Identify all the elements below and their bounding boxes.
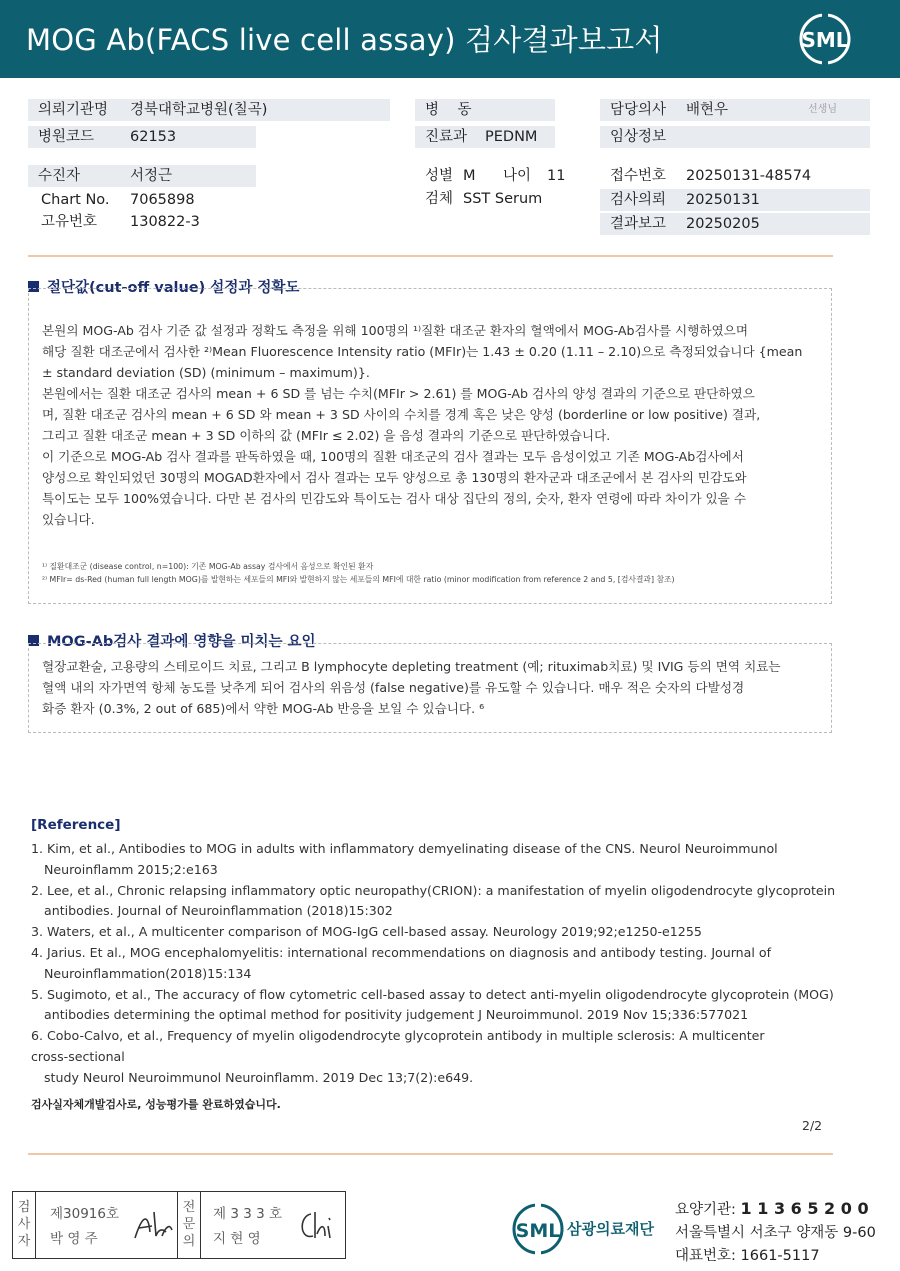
sml-footer-logo-icon [510,1201,566,1257]
body-line: 본원에서는 질환 대조군 검사의 mean + 6 SD 를 넘는 수치(MFIr > 2.61) 를 MOG-Ab 검사의 양성 결과의 기준으로 판단하였으 [42,386,755,401]
sex-age-row [415,165,585,187]
department-label: 진료과 [425,129,468,145]
specimen-row [415,188,585,210]
role1-license: 제30916호 [50,1206,120,1222]
request-value: 20250131 [686,192,760,208]
org-phone-value: 1661-5117 [740,1248,820,1264]
clinical-label: 임상정보 [610,129,667,145]
patient-label: 수진자 [38,168,81,184]
reference-line: Neuroinflamm 2015;2:e163 [44,861,218,877]
reference-line: 2. Lee, et al., Chronic relapsing inflammatory optic neuropathy(CRION): a manifestation of myelin oligodendrocyte glycoprotein [31,882,836,898]
org-code-value: 1 1 3 6 5 2 0 0 [740,1199,869,1218]
reference-line: 4. Jarius. Et al., MOG encephalomyelitis: international recommendations on diagnosis and antibody testing. Journal of [31,944,772,960]
report-date-row [600,213,870,235]
handwritten-signature-icon [295,1206,337,1246]
request-label: 검사의뢰 [610,192,667,208]
footnote-2: ²⁾ MFIr= ds-Red (human full length MOG)를 발현하는 세포들의 MFI와 발현하지 않는 세포들의 MFI에 대한 ratio (minor modification from reference 2 and 5, [검사결과] 참조) [42,575,675,584]
reference-line: antibodies determining the optimal method for positivity judgement J Neuroimmunol. 2019 Nov 15;336:577021 [44,1007,749,1023]
age-value: 11 [547,168,566,184]
chart-row [28,189,256,211]
section-cutoff-title-text: 절단값(cut-off value) 설정과 정확도 [47,280,300,296]
reference-line: antibodies. Journal of Neuroinflammation (2018)15:302 [44,903,393,919]
sml-logo-icon [798,12,852,66]
department-row [415,126,555,148]
section-cutoff-body [42,320,817,530]
doctor-suffix: 선생님 [808,104,837,115]
report-title: MOG Ab(FACS live cell assay) 검사결과보고서 [26,23,663,57]
handwritten-signature-icon [132,1206,174,1246]
patient-row [28,165,256,187]
reference-line: study Neurol Neuroimmunol Neuroinflamm. 2019 Dec 13;7(2):e649. [44,1069,474,1085]
receipt-label: 접수번호 [610,168,667,184]
reference-title: [Reference] [31,817,121,833]
divider [28,1153,833,1155]
sex-label: 성별 [425,168,454,184]
page-number: 2/2 [802,1118,823,1133]
signature-role2-cell [178,1192,201,1258]
reference-list [31,839,836,1089]
body-line: 해당 질환 대조군에서 검사한 ²⁾Mean Fluorescence Intensity ratio (MFIr)는 1.43 ± 0.20 (1.11 – 2.10)으로 측정되었습니다 {mean [42,344,803,359]
role2-license: 제 3 3 3 호 [213,1206,283,1222]
body-line: ± standard deviation (SD) (minimum – maximum)}. [42,365,370,380]
hospital-code-label: 병원코드 [38,129,95,145]
signature-person1-cell [36,1192,178,1258]
signature-person2-cell [201,1192,343,1258]
org-code-label: 요양기관: [675,1202,736,1218]
ward-label: 병 동 [425,102,472,118]
role2-name: 지 현 영 [213,1231,261,1247]
report-date-label: 결과보고 [610,216,667,232]
report-header [0,0,900,78]
doctor-label: 담당의사 [610,102,667,118]
org-address: 서울특별시 서초구 양재동 9-60 [675,1225,876,1241]
body-line: 양성으로 확인되었던 30명의 MOGAD환자에서 검사 결과는 모두 양성으로 총 130명의 환자군과 대조군에서 본 검사의 민감도와 [42,470,747,485]
divider [28,255,833,257]
hospital-code-value: 62153 [130,129,177,145]
reference-line: Neuroinflammation(2018)15:134 [44,965,252,981]
reference-line: 6. Cobo-Calvo, et al., Frequency of myelin oligodendrocyte glycoprotein antibody in multiple sclerosis: A multicenter [31,1028,765,1044]
ward-row [415,99,555,121]
role1-char: 검 [17,1200,31,1215]
reference-line: 1. Kim, et al., Antibodies to MOG in adults with inflammatory demyelinating disease of the CNS. Neurol Neuroimmunol [31,841,778,856]
hospital-code-row [28,126,256,148]
org-code-row [675,1198,869,1219]
unique-label: 고유번호 [41,214,98,230]
body-line: 본원의 MOG-Ab 검사 기준 값 설정과 정확도 측정을 위해 100명의 ¹⁾질환 대조군 환자의 혈액에서 MOG-Ab검사를 시행하였으며 [42,323,749,338]
signature-box [12,1191,346,1259]
validation-notice: 검사실자체개발검사로, 성능평가를 완료하였습니다. [31,1098,281,1111]
role2-char: 의 [182,1234,196,1249]
doctor-value: 배현우 [686,102,729,118]
request-row [600,189,870,211]
patient-value: 서정근 [130,168,173,184]
chart-label: Chart No. [41,192,110,208]
org-phone-label: 대표번호: [675,1248,736,1264]
chart-value: 7065898 [130,192,195,208]
role1-char: 자 [17,1234,31,1249]
specimen-label: 검체 [425,191,454,207]
footer-logo-text: SML [515,1220,561,1242]
reference-line: 3. Waters, et al., A multicenter comparison of MOG-IgG cell-based assay. Neurology 2019;92;e1250-e1255 [31,924,702,940]
receipt-row [600,165,870,187]
doctor-row [600,99,870,121]
role1-char: 사 [17,1217,31,1232]
body-line: 있습니다. [42,512,95,527]
body-line: 이 기준으로 MOG-Ab 검사 결과를 판독하였을 때, 100명의 질환 대조군의 검사 결과는 모두 음성이었고 기존 MOG-Ab검사에서 [42,449,744,464]
logo-text: SML [801,28,849,52]
role2-char: 전 [182,1200,196,1215]
footnote-1: ¹⁾ 질환대조군 (disease control, n=100): 기존 MOG-Ab assay 검사에서 음성으로 확인된 환자 [42,562,374,571]
section-factors-body [42,656,817,719]
specimen-value: SST Serum [463,191,543,207]
signature-role1-cell [13,1192,36,1258]
report-date-value: 20250205 [686,216,760,232]
body-line: 며, 질환 대조군 검사의 mean + 6 SD 와 mean + 3 SD 사이의 수치를 경계 혹은 낮은 양성 (borderline or low positive) 결과, [42,407,761,422]
body-line: 그리고 질환 대조군 mean + 3 SD 이하의 값 (MFIr ≤ 2.02) 을 음성 결과의 기준으로 판단하였습니다. [42,428,611,443]
department-value: PEDNM [485,129,538,145]
section-factors-title-text: MOG-Ab검사 결과에 영향을 미치는 요인 [47,634,316,650]
body-line: 특이도는 모두 100%였습니다. 다만 본 검사의 민감도와 특이도는 검사 대상 집단의 정의, 숫자, 환자 연령에 따라 차이가 있을 수 [42,491,747,506]
receipt-value: 20250131-48574 [686,168,812,184]
org-phone-row [675,1244,820,1265]
sex-value: M [463,168,476,184]
organization-name: 삼광의료재단 [567,1220,654,1238]
body-line: 혈장교환술, 고용량의 스테로이드 치료, 그리고 B lymphocyte depleting treatment (예; rituximab치료) 및 IVIG 등의 면역 치료는 [42,659,781,674]
role2-char: 문 [182,1217,196,1232]
age-label: 나이 [503,168,532,184]
institution-value: 경북대학교병원(칠곡) [130,102,268,118]
unique-row [28,211,256,233]
unique-value: 130822-3 [130,214,200,230]
role1-name: 박 영 주 [50,1231,98,1247]
body-line: 화증 환자 (0.3%, 2 out of 685)에서 약한 MOG-Ab 반응을 보일 수 있습니다. ⁶ [42,701,485,716]
reference-line: 5. Sugimoto, et al., The accuracy of flow cytometric cell-based assay to detect anti-myelin oligodendrocyte glycoprotein (MOG) [31,986,834,1002]
body-line: 혈액 내의 자가면역 항체 농도를 낮추게 되어 검사의 위음성 (false negative)를 유도할 수 있습니다. 매우 적은 숫자의 다발성경 [42,680,745,695]
reference-line: cross-sectional [31,1048,125,1064]
institution-label: 의뢰기관명 [38,102,109,118]
institution-row [28,99,390,121]
clinical-row [600,126,870,148]
